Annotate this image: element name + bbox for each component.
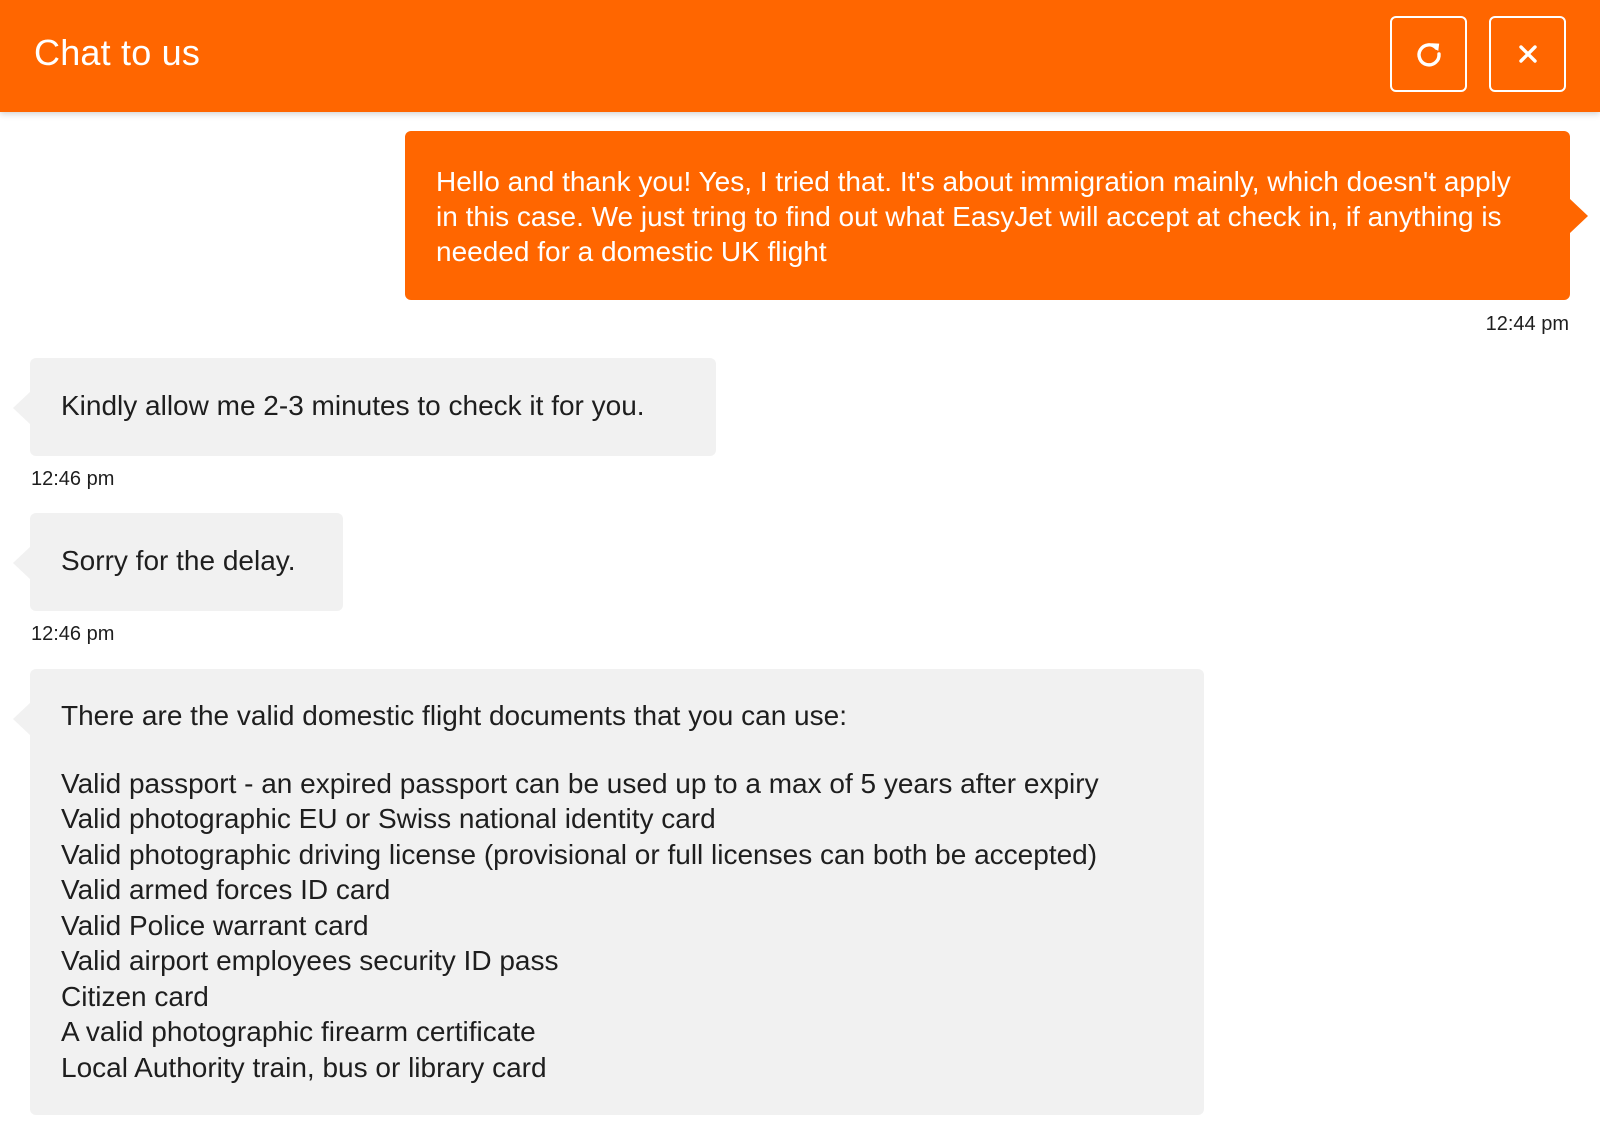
document-list-item: A valid photographic firearm certificate — [61, 1016, 536, 1047]
incoming-message — [30, 513, 343, 611]
incoming-message-document-list — [30, 669, 1204, 1115]
close-button[interactable] — [1489, 16, 1566, 92]
document-list-item: Valid photographic driving license (provisional or full licenses can both be accepted) — [61, 838, 1098, 870]
message-timestamp: 12:44 pm — [1485, 313, 1569, 335]
chat-header — [0, 0, 1600, 112]
outgoing-message-text: Hello and thank you! Yes, I tried that. It's about immigration mainly, which doesn't apply in this case. We just tring to find out what EasyJet will accept at check in, if anything is needed for a domestic UK flight — [436, 166, 1511, 267]
chat-title: Chat to us — [34, 32, 201, 73]
message-timestamp: 12:46 pm — [31, 468, 115, 490]
message-intro: There are the valid domestic flight documents that you can use: — [61, 700, 847, 731]
message-timestamp: 12:46 pm — [31, 623, 115, 645]
document-list-item: Valid airport employees security ID pass — [61, 945, 559, 976]
refresh-button[interactable] — [1390, 16, 1467, 92]
document-list-item: Valid photographic EU or Swiss national identity card — [61, 803, 716, 834]
document-list-item: Valid armed forces ID card — [61, 874, 391, 905]
refresh-icon — [1414, 39, 1444, 69]
document-list-item: Citizen card — [61, 980, 209, 1012]
document-list-item: Valid Police warrant card — [61, 909, 369, 941]
document-list-item: Local Authority train, bus or library card — [61, 1051, 547, 1083]
incoming-message-text: Kindly allow me 2-3 minutes to check it for you. — [61, 390, 645, 421]
incoming-message-text: Sorry for the delay. — [61, 545, 296, 576]
incoming-message — [30, 358, 716, 456]
document-list-item: Valid passport - an expired passport can be used up to a max of 5 years after expiry — [61, 767, 1099, 799]
outgoing-message — [405, 131, 1570, 300]
close-icon — [1516, 42, 1540, 66]
